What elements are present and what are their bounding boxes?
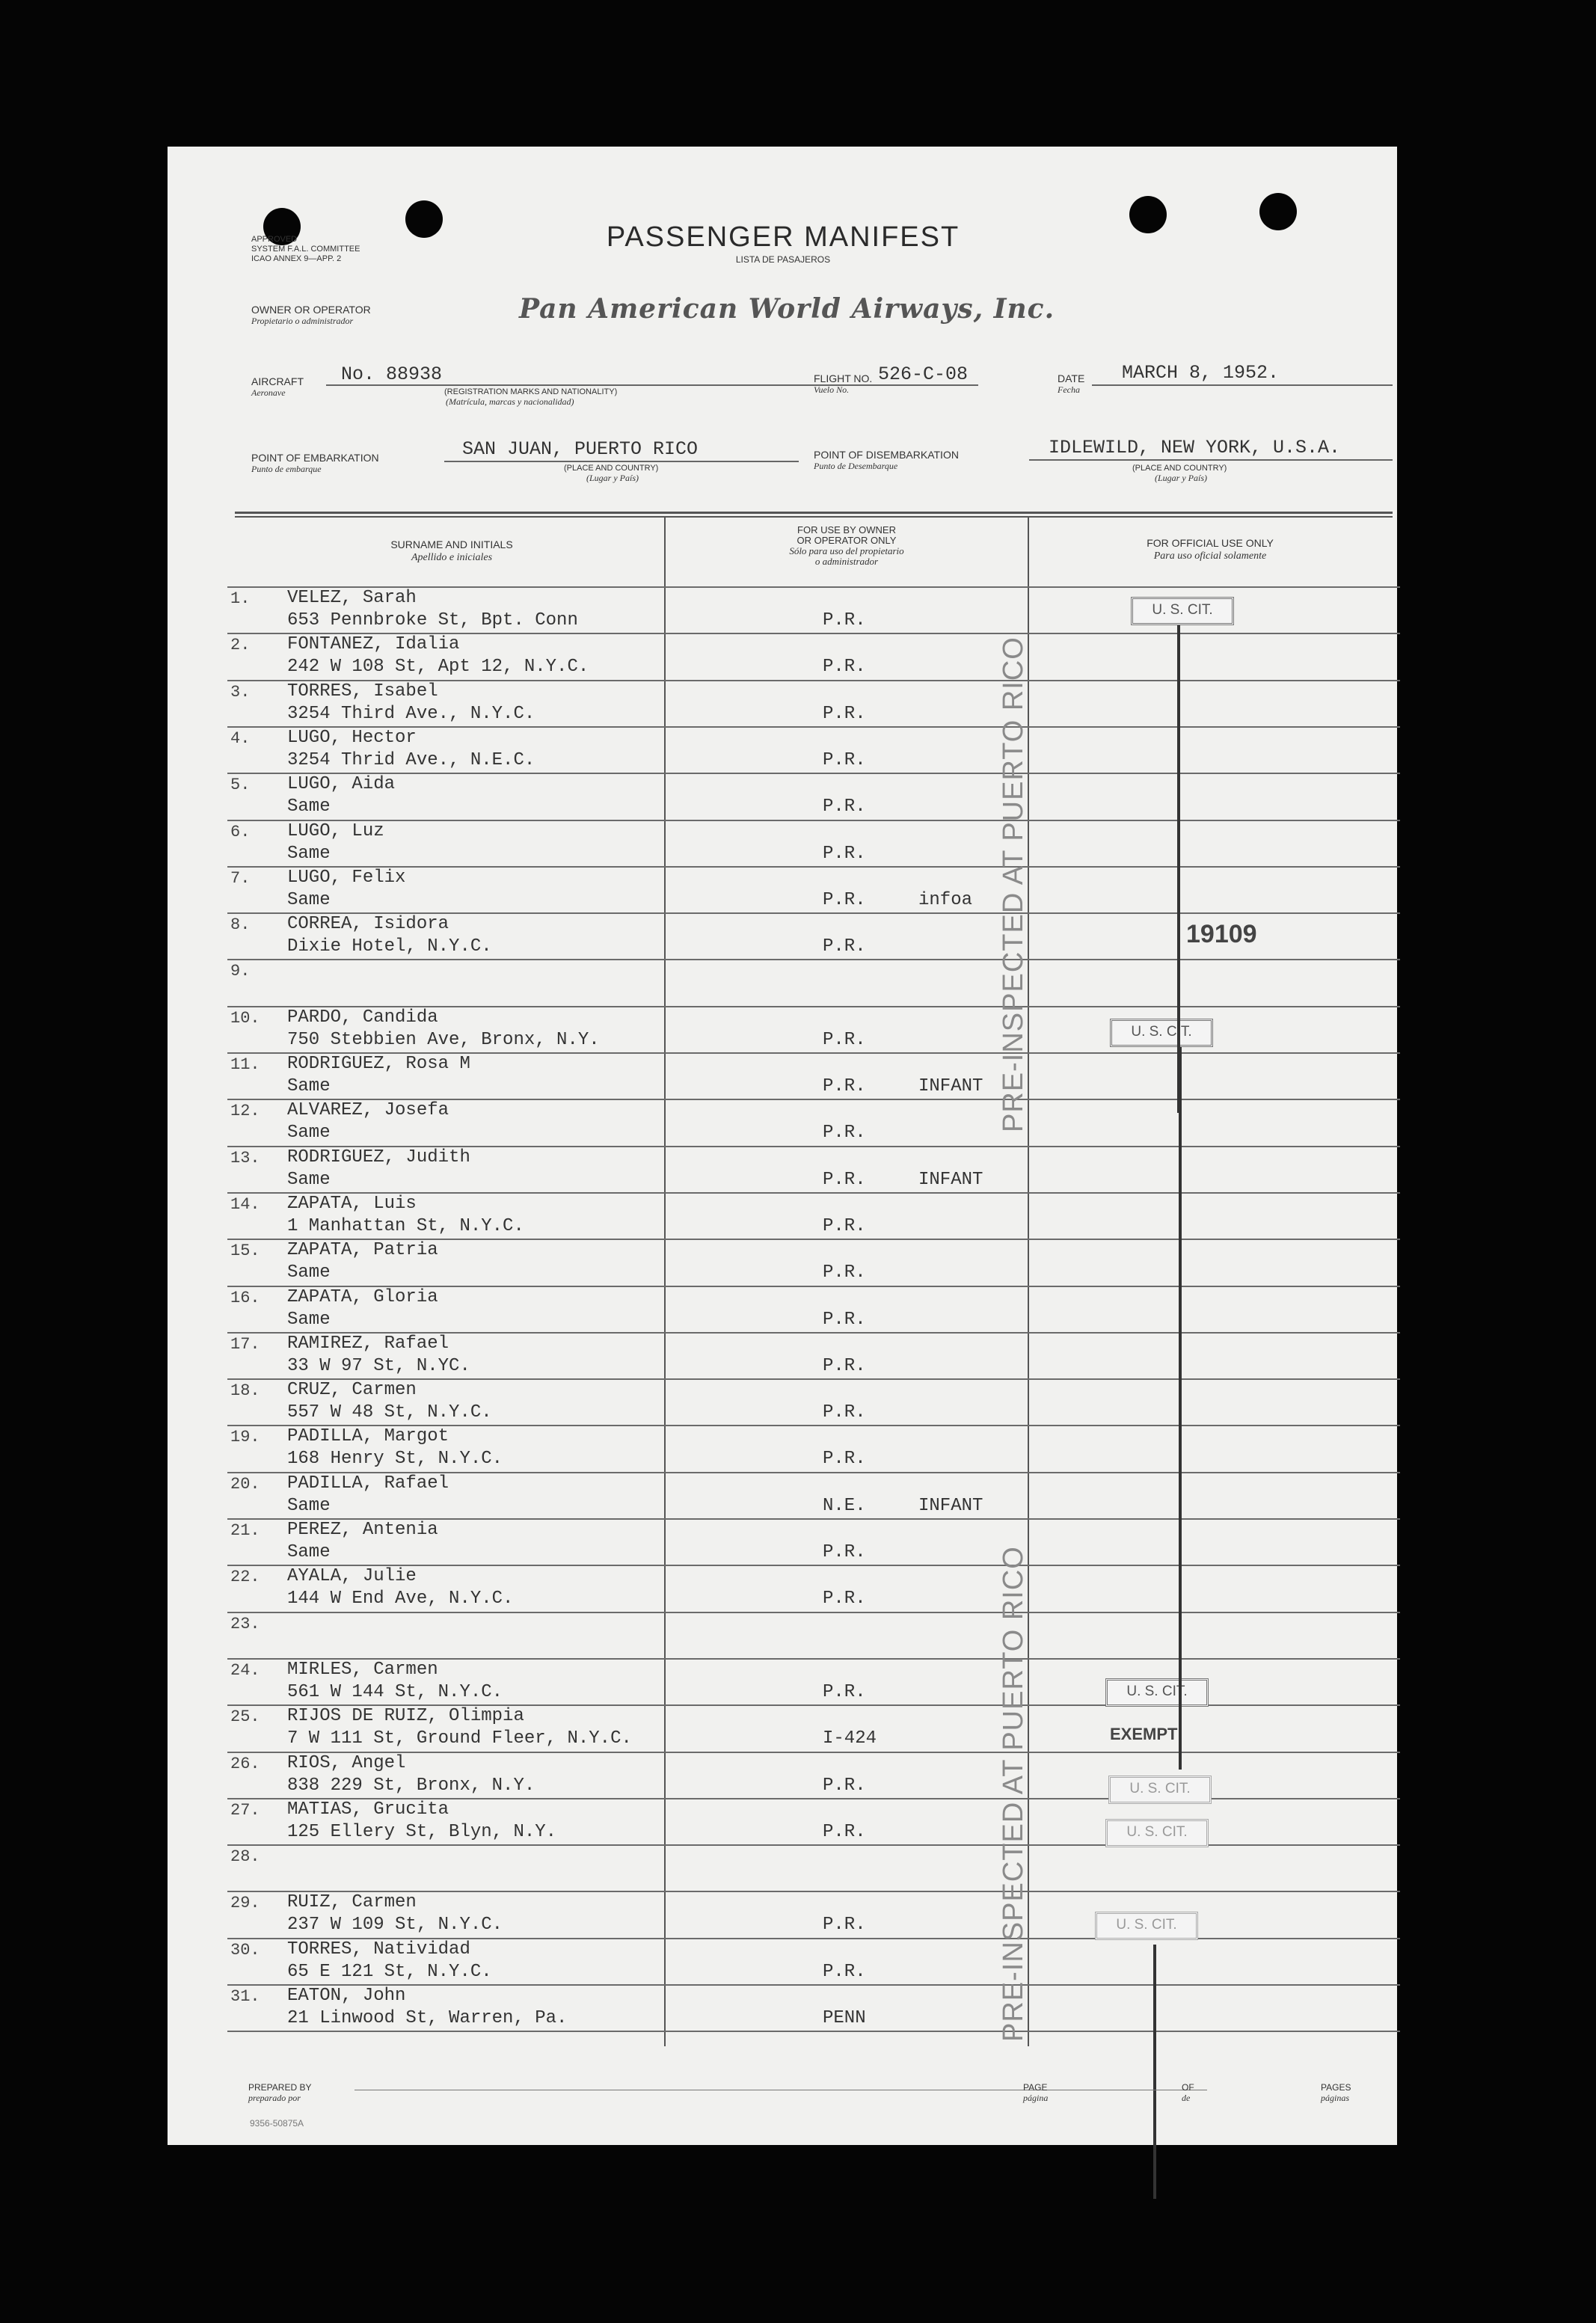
row-number: 26. xyxy=(230,1755,260,1773)
row-number: 4. xyxy=(230,729,251,748)
form-number: 9356-50875A xyxy=(250,2118,304,2129)
row-number: 13. xyxy=(230,1149,260,1167)
of-label: OF de xyxy=(1182,2082,1194,2103)
row-number: 20. xyxy=(230,1475,260,1494)
citizenship-code: P.R. xyxy=(823,936,866,957)
page-label: PAGE página xyxy=(1023,2082,1049,2103)
citizenship-code: P.R. xyxy=(823,1822,866,1842)
row-rule xyxy=(227,1612,1400,1613)
bracket-line xyxy=(1177,625,1180,1113)
row-number: 29. xyxy=(230,1894,260,1912)
row-number: 15. xyxy=(230,1242,260,1260)
row-number: 18. xyxy=(230,1381,260,1400)
citizenship-code: I-424 xyxy=(823,1728,877,1749)
row-rule xyxy=(227,2031,1400,2032)
row-number: 7. xyxy=(230,869,251,888)
passenger-note: INFANT xyxy=(918,1496,983,1516)
passenger-name: RODRIGUEZ, Judith xyxy=(287,1147,470,1167)
row-number: 21. xyxy=(230,1521,260,1540)
owner-value: Pan American World Airways, Inc. xyxy=(519,293,1055,325)
flight-value: 526-C-08 xyxy=(878,363,969,385)
col-header-names: SURNAME AND INITIALS Apellido e iniciales xyxy=(390,538,513,563)
row-rule xyxy=(227,820,1400,821)
passenger-address: Same xyxy=(287,797,331,817)
row-number: 25. xyxy=(230,1707,260,1726)
passenger-address: Same xyxy=(287,1076,331,1096)
passenger-address: Same xyxy=(287,1310,331,1330)
passenger-name: ZAPATA, Patria xyxy=(287,1240,438,1260)
passenger-address: 242 W 108 St, Apt 12, N.Y.C. xyxy=(287,657,589,677)
row-number: 11. xyxy=(230,1055,260,1074)
date-label: DATE xyxy=(1058,372,1085,384)
place-note-es: (Lugar y País) xyxy=(586,473,639,483)
passenger-name: VELEZ, Sarah xyxy=(287,588,417,608)
row-number: 28. xyxy=(230,1847,260,1866)
embark-value: SAN JUAN, PUERTO RICO xyxy=(462,438,699,460)
passenger-address: 3254 Third Ave., N.Y.C. xyxy=(287,704,535,724)
flight-label-es: Vuelo No. xyxy=(814,384,850,395)
citizenship-code: P.R. xyxy=(823,657,866,677)
passenger-address: 33 W 97 St, N.YC. xyxy=(287,1356,470,1376)
row-number: 16. xyxy=(230,1289,260,1307)
exempt-stamp: EXEMPT xyxy=(1110,1725,1178,1743)
punch-hole xyxy=(1129,196,1167,233)
registration-note: (REGISTRATION MARKS AND NATIONALITY) xyxy=(444,387,618,396)
passenger-name: TORRES, Isabel xyxy=(287,681,438,702)
citizenship-code: P.R. xyxy=(823,1402,866,1423)
passenger-address: 168 Henry St, N.Y.C. xyxy=(287,1449,503,1469)
citizenship-code: P.R. xyxy=(823,750,866,770)
form-title: PASSENGER MANIFEST xyxy=(606,221,960,253)
place-note-es: (Lugar y País) xyxy=(1155,473,1207,483)
passenger-name: PADILLA, Rafael xyxy=(287,1473,449,1494)
place-note: (PLACE AND COUNTRY) xyxy=(1132,464,1227,473)
row-number: 23. xyxy=(230,1615,260,1633)
approval-line: APPROVED xyxy=(251,235,298,244)
passenger-name: FONTANEZ, Idalia xyxy=(287,634,460,654)
citizenship-code: P.R. xyxy=(823,1123,866,1143)
citizenship-code: P.R. xyxy=(823,1682,866,1702)
passenger-name: RODRIGUEZ, Rosa M xyxy=(287,1054,470,1074)
citizenship-code: P.R. xyxy=(823,1262,866,1283)
row-number: 24. xyxy=(230,1661,260,1680)
passenger-address: 3254 Thrid Ave., N.E.C. xyxy=(287,750,535,770)
row-number: 14. xyxy=(230,1195,260,1214)
date-label-es: Fecha xyxy=(1058,384,1080,395)
row-number: 22. xyxy=(230,1568,260,1586)
disembark-label: POINT OF DISEMBARKATION xyxy=(814,449,959,461)
citizenship-code: P.R. xyxy=(823,797,866,817)
passenger-address: Same xyxy=(287,1123,331,1143)
row-number: 3. xyxy=(230,683,251,702)
embark-label: POINT OF EMBARKATION xyxy=(251,452,379,464)
row-number: 2. xyxy=(230,636,251,654)
passenger-name: TORRES, Natividad xyxy=(287,1939,470,1960)
bracket-line xyxy=(1153,1945,1156,2199)
row-number: 12. xyxy=(230,1102,260,1120)
citizenship-code: P.R. xyxy=(823,1776,866,1796)
row-number: 1. xyxy=(230,589,251,608)
citizenship-code: P.R. xyxy=(823,1449,866,1469)
approval-line: ICAO ANNEX 9—APP. 2 xyxy=(251,254,342,263)
col-header-official: FOR OFFICIAL USE ONLY Para uso oficial solamente xyxy=(1147,537,1274,562)
form-subtitle: LISTA DE PASAJEROS xyxy=(735,254,831,265)
passenger-name: PARDO, Candida xyxy=(287,1007,438,1028)
passenger-address: Same xyxy=(287,844,331,864)
row-number: 17. xyxy=(230,1335,260,1354)
passenger-address: 750 Stebbien Ave, Bronx, N.Y. xyxy=(287,1030,600,1050)
citizenship-code: P.R. xyxy=(823,1962,866,1982)
citizenship-code: P.R. xyxy=(823,1915,866,1935)
passenger-name: RUIZ, Carmen xyxy=(287,1892,417,1912)
citizenship-code: P.R. xyxy=(823,1170,866,1190)
passenger-address: Same xyxy=(287,890,331,910)
us-cit-stamp: U. S. CIT. xyxy=(1095,1912,1198,1940)
citizenship-code: P.R. xyxy=(823,1076,866,1096)
passenger-name: ZAPATA, Gloria xyxy=(287,1287,438,1307)
registration-note-es: (Matrícula, marcas y nacionalidad) xyxy=(446,396,574,407)
passenger-name: LUGO, Luz xyxy=(287,821,384,841)
row-number: 9. xyxy=(230,962,251,981)
citizenship-code: P.R. xyxy=(823,610,866,630)
row-number: 19. xyxy=(230,1428,260,1446)
batch-number-stamp: 19109 xyxy=(1186,920,1257,948)
passenger-name: MIRLES, Carmen xyxy=(287,1660,438,1680)
prepared-by: PREPARED BY preparado por xyxy=(248,2082,312,2103)
punch-hole xyxy=(1259,193,1297,230)
citizenship-code: P.R. xyxy=(823,890,866,910)
citizenship-code: P.R. xyxy=(823,1589,866,1609)
row-rule xyxy=(227,1844,1400,1846)
row-number: 27. xyxy=(230,1801,260,1820)
citizenship-code: PENN xyxy=(823,2008,866,2028)
embark-label-es: Punto de embarque xyxy=(251,464,322,474)
passenger-note: infoa xyxy=(918,890,973,910)
punch-hole xyxy=(405,200,443,238)
passenger-address: 237 W 109 St, N.Y.C. xyxy=(287,1915,503,1935)
passenger-address: 7 W 111 St, Ground Fleer, N.Y.C. xyxy=(287,1728,632,1749)
bracket-line xyxy=(1179,1047,1182,1770)
row-number: 8. xyxy=(230,915,251,934)
row-number: 10. xyxy=(230,1009,260,1028)
passenger-name: CRUZ, Carmen xyxy=(287,1380,417,1400)
preinspected-stamp: PRE-INSPECTED AT PUERTO RICO xyxy=(998,1546,1029,2042)
passenger-address: Same xyxy=(287,1496,331,1516)
passenger-address: 838 229 St, Bronx, N.Y. xyxy=(287,1776,535,1796)
passenger-name: PEREZ, Antenia xyxy=(287,1520,438,1540)
passenger-name: EATON, John xyxy=(287,1986,406,2006)
citizenship-code: P.R. xyxy=(823,844,866,864)
passenger-address: Same xyxy=(287,1542,331,1562)
aircraft-label-es: Aeronave xyxy=(251,387,286,398)
citizenship-code: P.R. xyxy=(823,1310,866,1330)
passenger-address: Same xyxy=(287,1262,331,1283)
passenger-name: LUGO, Felix xyxy=(287,868,406,888)
us-cit-stamp: U. S. CIT. xyxy=(1105,1819,1209,1847)
aircraft-value: No. 88938 xyxy=(341,363,443,385)
citizenship-code: N.E. xyxy=(823,1496,866,1516)
passenger-name: RAMIREZ, Rafael xyxy=(287,1334,449,1354)
row-number: 5. xyxy=(230,776,251,794)
owner-label-es: Propietario o administrador xyxy=(251,316,354,326)
flight-label: FLIGHT NO. xyxy=(814,372,873,384)
passenger-name: LUGO, Aida xyxy=(287,774,396,794)
disembark-label-es: Punto de Desembarque xyxy=(814,461,898,471)
passenger-address: 125 Ellery St, Blyn, N.Y. xyxy=(287,1822,557,1842)
passenger-name: RIOS, Angel xyxy=(287,1753,406,1773)
passenger-name: CORREA, Isidora xyxy=(287,914,449,934)
citizenship-code: P.R. xyxy=(823,1030,866,1050)
us-cit-stamp: U. S. CIT. xyxy=(1105,1678,1209,1707)
passenger-address: 1 Manhattan St, N.Y.C. xyxy=(287,1216,524,1236)
us-cit-stamp: U. S. CIT. xyxy=(1110,1019,1213,1047)
row-rule xyxy=(227,959,1400,960)
passenger-address: 561 W 144 St, N.Y.C. xyxy=(287,1682,503,1702)
pages-label: PAGES páginas xyxy=(1321,2082,1351,2103)
passenger-note: INFANT xyxy=(918,1076,983,1096)
passenger-address: 21 Linwood St, Warren, Pa. xyxy=(287,2008,568,2028)
row-number: 30. xyxy=(230,1941,260,1960)
row-rule xyxy=(227,773,1400,774)
preinspected-stamp: PRE-INSPECTED AT PUERTO RICO xyxy=(998,636,1029,1132)
passenger-address: 65 E 121 St, N.Y.C. xyxy=(287,1962,492,1982)
passenger-name: MATIAS, Grucita xyxy=(287,1799,449,1820)
approval-line: SYSTEM F.A.L. COMMITTEE xyxy=(251,245,360,254)
us-cit-stamp: U. S. CIT. xyxy=(1131,597,1234,625)
passenger-name: AYALA, Julie xyxy=(287,1566,417,1586)
citizenship-code: P.R. xyxy=(823,1356,866,1376)
aircraft-label: AIRCRAFT xyxy=(251,375,304,387)
citizenship-code: P.R. xyxy=(823,1216,866,1236)
passenger-address: Same xyxy=(287,1170,331,1190)
passenger-name: LUGO, Hector xyxy=(287,728,417,748)
place-note: (PLACE AND COUNTRY) xyxy=(564,464,659,473)
passenger-name: ALVAREZ, Josefa xyxy=(287,1100,449,1120)
passenger-name: PADILLA, Margot xyxy=(287,1426,449,1446)
owner-label: OWNER OR OPERATOR xyxy=(251,304,371,316)
passenger-name: RIJOS DE RUIZ, Olimpia xyxy=(287,1706,524,1726)
citizenship-code: P.R. xyxy=(823,704,866,724)
row-number: 31. xyxy=(230,1987,260,2006)
col-header-owner-use: FOR USE BY OWNER OR OPERATOR ONLY Sólo para uso del propietario o administrador xyxy=(789,524,904,567)
citizenship-code: P.R. xyxy=(823,1542,866,1562)
passenger-name: ZAPATA, Luis xyxy=(287,1194,417,1214)
date-value: MARCH 8, 1952. xyxy=(1122,362,1280,384)
passenger-address: 653 Pennbroke St, Bpt. Conn xyxy=(287,610,578,630)
passenger-address: 557 W 48 St, N.Y.C. xyxy=(287,1402,492,1423)
manifest-sheet xyxy=(168,147,1397,2145)
passenger-address: Dixie Hotel, N.Y.C. xyxy=(287,936,492,957)
passenger-note: INFANT xyxy=(918,1170,983,1190)
row-number: 6. xyxy=(230,823,251,841)
us-cit-stamp: U. S. CIT. xyxy=(1108,1776,1212,1804)
disembark-value: IDLEWILD, NEW YORK, U.S.A. xyxy=(1049,437,1341,458)
passenger-address: 144 W End Ave, N.Y.C. xyxy=(287,1589,514,1609)
